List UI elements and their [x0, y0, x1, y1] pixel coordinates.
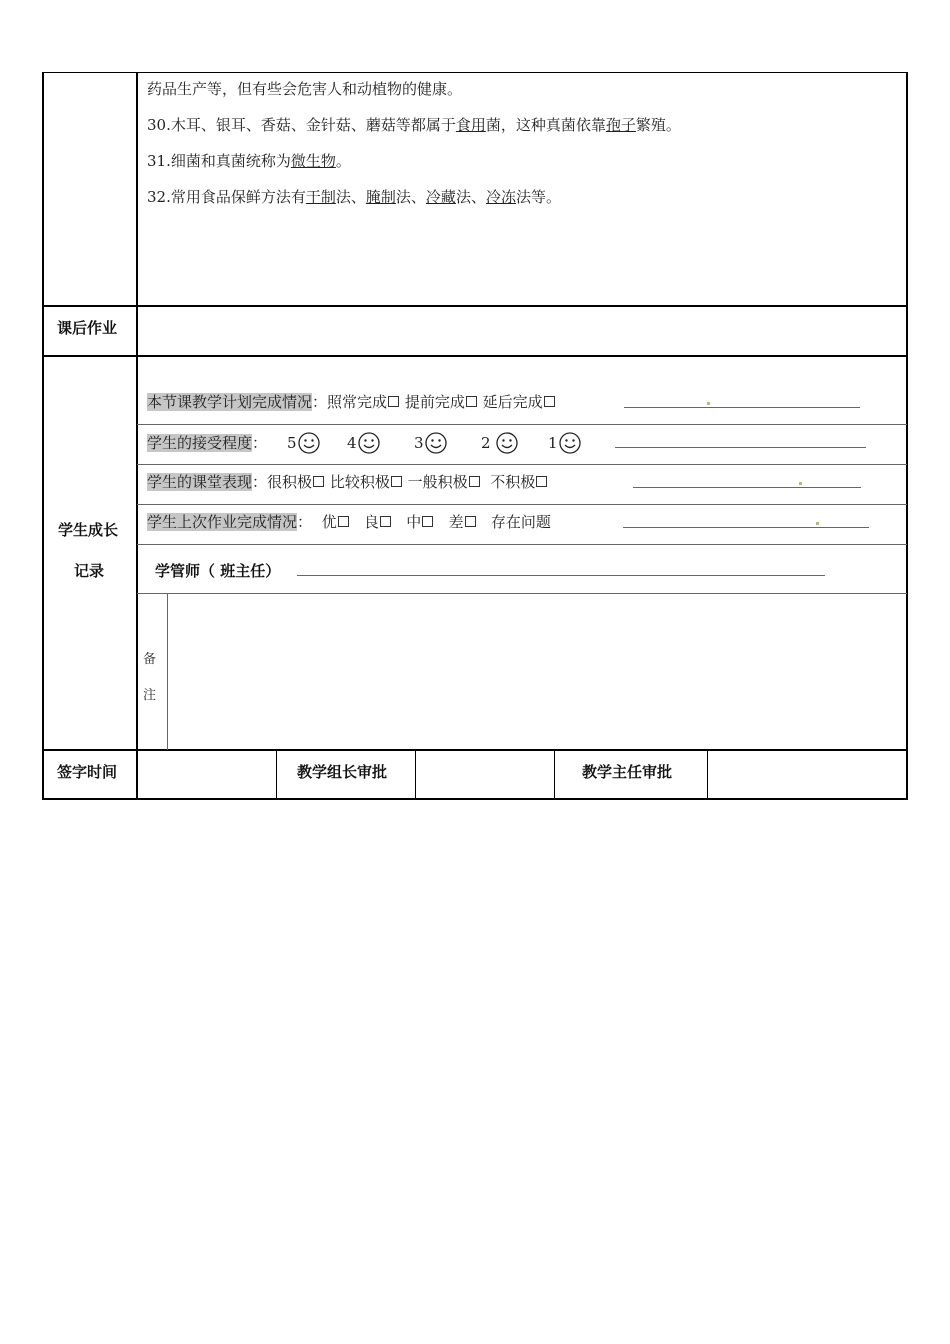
table-border-left [42, 72, 44, 800]
smiley-face-icon [298, 432, 320, 454]
item31-suffix: 。 [335, 152, 351, 170]
performance-option-fairly-active: 比较积极 [329, 473, 390, 491]
growth-row-divider-1 [137, 424, 907, 425]
last-homework-option-excellent: 优 [321, 513, 337, 531]
director-approval-label: 教学主任审批 [582, 763, 673, 781]
smiley-face-icon [559, 432, 581, 454]
performance-fairly-active-checkbox[interactable] [391, 476, 402, 487]
last-homework-excellent-checkbox[interactable] [338, 516, 349, 527]
acceptance-row [147, 432, 267, 453]
item30-prefix: 30.木耳、银耳、香菇、金针菇、蘑菇等都属于 [147, 116, 456, 134]
plan-normal-checkbox[interactable] [388, 396, 399, 407]
group-leader-approval-field[interactable] [417, 753, 553, 797]
homework-label: 课后作业 [57, 319, 118, 337]
signature-divider-3 [554, 751, 555, 799]
item31-answer: 微生物 [290, 152, 336, 170]
acceptance-level-5[interactable] [287, 432, 320, 454]
performance-colon: ： [252, 473, 268, 491]
item32-sep-1: 法、 [335, 188, 366, 206]
acceptance-level-4-label: 4 [347, 434, 357, 452]
last-homework-notes-mark [816, 522, 819, 525]
item32-sep-3: 法、 [455, 188, 486, 206]
item31-prefix: 31.细菌和真菌统称为 [147, 152, 291, 170]
remark-char-1: 备 [143, 652, 157, 667]
growth-row-divider-5 [137, 593, 907, 594]
acceptance-level-1-label: 1 [548, 434, 558, 452]
signature-divider-2 [415, 751, 416, 799]
item30-mid: 菌，这种真菌依靠 [485, 116, 606, 134]
item32-answer-4: 冷冻 [485, 188, 516, 206]
remark-input-area[interactable] [170, 596, 904, 748]
last-homework-option-medium: 中 [406, 513, 422, 531]
growth-label-line-1: 学生成长 [58, 521, 119, 539]
performance-very-active-checkbox[interactable] [313, 476, 324, 487]
plan-notes-mark [707, 402, 710, 405]
performance-label: 学生的课堂表现 [147, 473, 253, 491]
item30-answer-1: 食用 [455, 116, 486, 134]
plan-early-checkbox[interactable] [466, 396, 477, 407]
label-column-divider [136, 72, 138, 800]
signature-divider-1 [276, 751, 277, 799]
last-homework-option-problems: 存在问题 [490, 513, 551, 531]
acceptance-notes-blank[interactable] [615, 437, 866, 448]
plan-option-early: 提前完成 [404, 393, 465, 411]
last-homework-poor-checkbox[interactable] [465, 516, 476, 527]
plan-option-normal: 照常完成 [327, 393, 388, 411]
last-homework-colon: ： [297, 513, 313, 531]
item32-prefix: 32.常用食品保鲜方法有 [147, 188, 306, 206]
acceptance-level-1[interactable] [548, 432, 581, 454]
last-homework-option-good: 良 [363, 513, 379, 531]
last-homework-good-checkbox[interactable] [380, 516, 391, 527]
plan-option-late: 延后完成 [482, 393, 543, 411]
row-divider-homework [42, 355, 908, 357]
last-homework-medium-checkbox[interactable] [422, 516, 433, 527]
last-homework-notes-blank[interactable] [623, 517, 869, 528]
last-homework-label: 学生上次作业完成情况 [147, 513, 298, 531]
smiley-face-icon [496, 432, 518, 454]
performance-row [147, 471, 548, 492]
item32-answer-2: 腌制 [365, 188, 396, 206]
table-border-top [42, 72, 908, 73]
growth-row-divider-4 [137, 544, 907, 545]
item32-sep-2: 法、 [395, 188, 426, 206]
signature-time-label: 签字时间 [57, 763, 118, 781]
signature-divider-4 [707, 751, 708, 799]
performance-inactive-checkbox[interactable] [536, 476, 547, 487]
item32-sep-4: 法等。 [515, 188, 561, 206]
item30-suffix: 繁殖。 [635, 116, 681, 134]
plan-notes-blank[interactable] [624, 397, 860, 408]
smiley-face-icon [425, 432, 447, 454]
director-approval-field[interactable] [709, 753, 904, 797]
performance-option-average: 一般积极 [407, 473, 468, 491]
content-line-1: 药品生产等，但有些会危害人和动植物的健康。 [147, 80, 463, 98]
signature-time-field[interactable] [139, 753, 275, 797]
performance-option-inactive: 不积极 [490, 473, 536, 491]
teacher-label: 学管师（ 班主任） [155, 562, 281, 580]
content-item-31 [147, 150, 351, 171]
table-border-bottom [42, 798, 908, 800]
acceptance-colon: ： [252, 434, 268, 452]
acceptance-level-3-label: 3 [414, 434, 424, 452]
item32-answer-3: 冷藏 [425, 188, 456, 206]
row-divider-growth [42, 749, 908, 751]
smiley-face-icon [358, 432, 380, 454]
item32-answer-1: 干制 [305, 188, 336, 206]
performance-notes-mark [799, 482, 802, 485]
table-border-right [906, 72, 908, 800]
acceptance-level-2-label: 2 [481, 434, 491, 452]
acceptance-level-2[interactable] [481, 432, 518, 454]
plan-completion-label: 本节课教学计划完成情况 [147, 393, 313, 411]
performance-notes-blank[interactable] [633, 477, 861, 488]
remark-column-divider [167, 593, 168, 750]
plan-late-checkbox[interactable] [544, 396, 555, 407]
plan-colon: ： [312, 393, 328, 411]
performance-average-checkbox[interactable] [469, 476, 480, 487]
content-item-32 [147, 186, 561, 207]
acceptance-level-5-label: 5 [287, 434, 297, 452]
performance-option-very-active: 很积极 [267, 473, 313, 491]
acceptance-level-3[interactable] [414, 432, 447, 454]
plan-completion-row [147, 391, 556, 412]
group-leader-approval-label: 教学组长审批 [297, 763, 388, 781]
acceptance-label: 学生的接受程度 [147, 434, 253, 452]
acceptance-level-4[interactable] [347, 432, 380, 454]
last-homework-row [147, 511, 551, 532]
growth-row-divider-3 [137, 504, 907, 505]
row-divider-content [42, 305, 908, 307]
last-homework-option-poor: 差 [448, 513, 464, 531]
growth-row-divider-2 [137, 464, 907, 465]
item30-answer-2: 孢子 [605, 116, 636, 134]
growth-label-line-2: 记录 [74, 562, 105, 580]
homework-cell[interactable] [139, 309, 905, 353]
content-item-30 [147, 114, 681, 135]
remark-char-2: 注 [143, 688, 157, 703]
teacher-signature-blank[interactable] [297, 565, 825, 576]
